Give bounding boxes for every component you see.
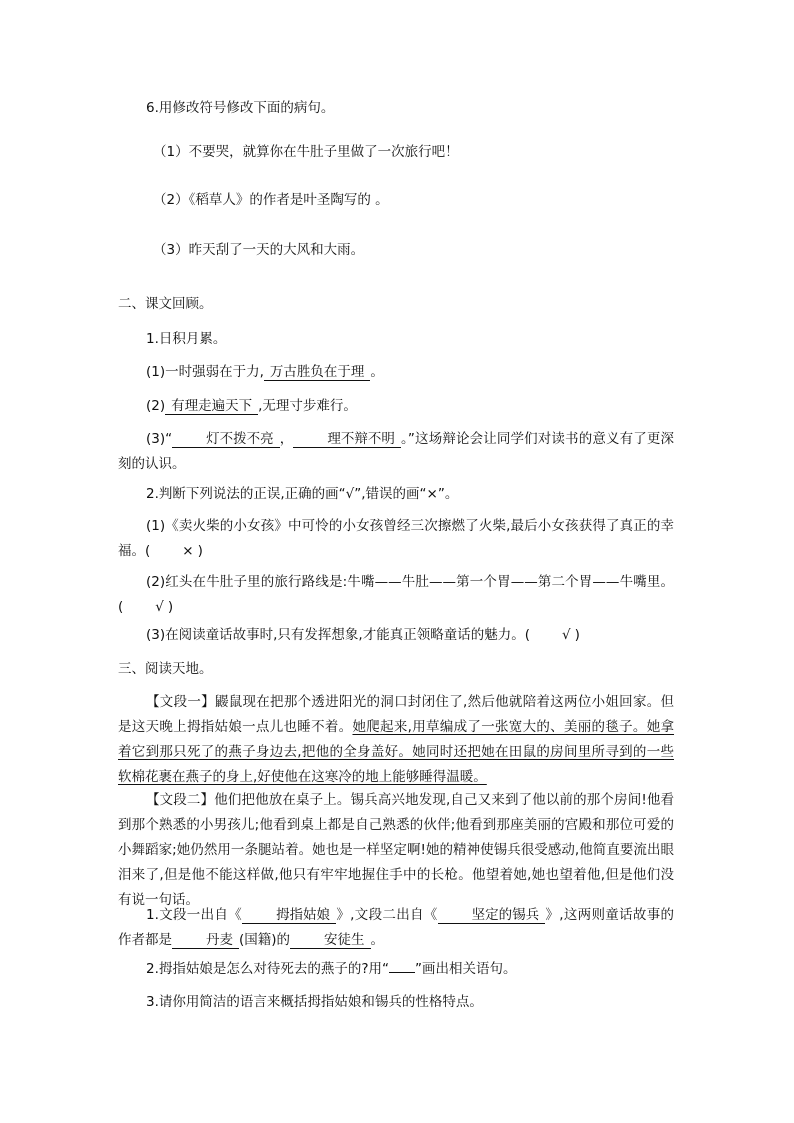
q6-item-3: （3）昨天刮了一天的大风和大雨。 — [153, 242, 365, 258]
s3-q1 — [118, 903, 674, 953]
s2-q2-item-2 — [118, 570, 674, 620]
s2-q1-item-2 — [146, 396, 357, 417]
s2-q1-item-3-suffix: 。”这场辩论会让同学们对读书的意义有了更深刻的认识。 — [118, 431, 675, 472]
s2-q1-item-1-prefix: (1)一时强弱在于力, — [146, 364, 264, 380]
s2-q1-item-3-middle: ， — [279, 431, 294, 447]
s3-q2-after: ”画出相关语句。 — [415, 961, 517, 977]
s2-q1-item-1-answer: 万古胜负在于理 — [264, 364, 371, 381]
s2-q2-item-2-close: ) — [167, 599, 174, 615]
s3-q1-part-3: 》,这两则童话故事的作者都是 — [118, 907, 674, 948]
s3-q3: 3.请你用简洁的语言来概括拇指姑娘和锡兵的性格特点。 — [146, 994, 483, 1010]
s2-q1-item-3 — [118, 427, 674, 477]
s3-q1-answer-2: 坚定的锡兵 — [438, 907, 546, 924]
s2-q2-item-1-close: ) — [197, 543, 203, 559]
s2-q2-item-2-text: (2)红头在牛肚子里的旅行路线是:牛嘴——牛肚——第一个胃——第二个胃——牛嘴里。 ( — [118, 574, 674, 615]
passage-1-label: 【文段一】 — [146, 694, 215, 710]
s2-q1-item-2-suffix: ,无理寸步难行。 — [258, 398, 357, 414]
passage-1 — [118, 690, 674, 790]
s2-q2-item-2-mark: √ — [155, 599, 164, 615]
q6-item-2: （2）《稻草人》的作者是叶圣陶写的 。 — [153, 192, 389, 208]
q6-item-1: （1）不要哭，就算你在牛肚子里做了一次旅行吧！ — [153, 144, 459, 160]
s2-q1-item-1 — [146, 362, 384, 383]
s2-q2-item-3-mark: √ — [561, 627, 571, 643]
s2-q2-item-1-text: (1)《卖火柴的小女孩》中可怜的小女孩曾经三次擦燃了火柴,最后小女孩获得了真正的幸福。( — [118, 518, 674, 559]
passage-1-underlined: 她爬起来,用草编成了一张宽大的、美丽的毯子。她拿着它到那只死了的燕子身边去,把他的全身盖好。她同时还把她在田鼠的房间里所寻到的一些软棉花裹在燕子的身上,好使他在这寒冷的地上能够睡得温暖。 — [118, 719, 675, 785]
passage-2-label: 【文段二】 — [146, 792, 215, 808]
s2-q1-title: 1.日积月累。 — [146, 331, 227, 347]
s3-q2-before: 2.拇指姑娘是怎么对待死去的燕子的?用“ — [146, 961, 390, 977]
s3-q1-answer-4: 安徒生 — [290, 932, 371, 949]
s2-q2-item-3-text: (3)在阅读童话故事时,只有发挥想象,才能真正领略童话的魅力。( — [146, 627, 530, 643]
s3-q1-part-2: 》,文段二出自《 — [336, 907, 438, 923]
section-3-title: 三、阅读天地。 — [118, 661, 213, 677]
s2-q1-item-3-prefix: (3)“ — [146, 431, 173, 447]
s2-q1-item-2-prefix: (2) — [146, 398, 166, 414]
s2-q2-item-3 — [118, 623, 674, 648]
s3-q1-answer-1: 拇指姑娘 — [242, 907, 336, 924]
underline-sample — [389, 958, 415, 973]
s2-q2-item-1 — [118, 514, 674, 564]
s2-q1-item-3-answer-1: 灯不拨不亮 — [172, 431, 280, 448]
passage-1-plain: 鼹鼠现在把那个透进阳光的洞口封闭住了,然后他就陪着这两位小姐回家。但是这天晚上拇指姑娘一点儿也睡不着。 — [118, 694, 675, 735]
s2-q2-title: 2.判断下列说法的正误,正确的画“√”,错误的画“×”。 — [146, 486, 459, 502]
s2-q1-item-3-answer-2: 理不辩不明 — [293, 431, 401, 448]
q6-title: 6.用修改符号修改下面的病句。 — [146, 100, 335, 116]
s3-q2 — [146, 958, 517, 980]
s3-q1-part-1: 1.文段一出自《 — [146, 907, 243, 923]
s3-q1-answer-3: 丹麦 — [172, 932, 239, 949]
section-2-title: 二、课文回顾。 — [118, 296, 213, 312]
s2-q2-item-3-close: ) — [574, 627, 580, 643]
passage-2-text: 他们把他放在桌子上。锡兵高兴地发现,自己又来到了他以前的那个房间!他看到那个熟悉的小男孩儿;他看到桌上都是自己熟悉的伙伴;他看到那座美丽的宫殿和那位可爱的小舞蹈家;她仍然用一条腿站着。她也是一样坚定啊!她的精神使锡兵很受感动,他简直要流出眼泪来了,但是他不能这样做,他只有牢牢地握住手中的长枪。他望着她,她也望着他,但是他们没有说一句话。 — [118, 792, 675, 908]
s3-q1-part-5: 。 — [370, 932, 385, 948]
s2-q1-item-2-answer: 有理走遍天下 — [165, 398, 258, 415]
passage-2 — [118, 788, 674, 913]
s2-q1-item-1-suffix: 。 — [370, 364, 384, 380]
s3-q1-part-4: (国籍)的 — [239, 932, 291, 948]
s2-q2-item-1-mark: × — [182, 543, 194, 559]
